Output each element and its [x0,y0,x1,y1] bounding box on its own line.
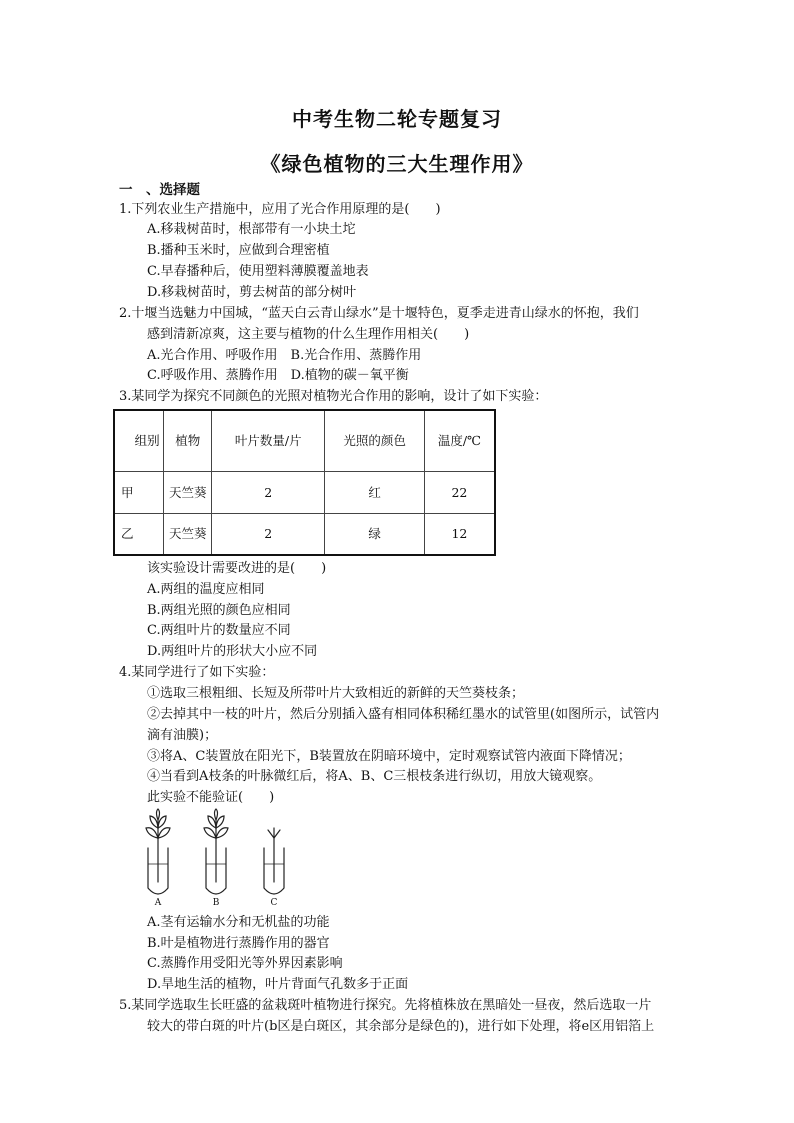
question-3-option-a: A.两组的温度应相同 [147,582,265,597]
question-4-step: 滴有油膜)； [147,728,218,743]
table-cell: 红 [325,471,424,513]
document-subtitle: 《绿色植物的三大生理作用》 [260,152,534,176]
question-4-option-c: C.蒸腾作用受阳光等外界因素影响 [147,956,343,971]
question-2-stem-line2: 感到清新凉爽，这主要与植物的什么生理作用相关( ) [147,327,470,342]
test-tube-a-icon [146,809,170,894]
question-1-option-c: C.早春播种后，使用塑料薄膜覆盖地表 [147,264,369,279]
question-4-step: ④当看到A枝条的叶脉微红后，将A、B、C三根枝条进行纵切，用放大镜观察。 [147,769,602,784]
table-header-cell: 植物 [164,410,212,471]
question-4-option-a: A.茎有运输水分和无机盐的功能 [147,915,330,930]
section-heading: 一 、选择题 [119,182,200,198]
question-3-stem: 3.某同学为探究不同颜色的光照对植物光合作用的影响，设计了如下实验： [119,389,548,404]
table-header-cell: 叶片数量/片 [212,410,325,471]
question-1-option-a: A.移栽树苗时，根部带有一小块土坨 [147,222,356,237]
question-1-stem: 1.下列农业生产措施中，应用了光合作用原理的是( ) [119,202,441,217]
question-2-options-row1: A.光合作用、呼吸作用 B.光合作用、蒸腾作用 [147,348,422,363]
question-4-option-d: D.旱地生活的植物，叶片背面气孔数多于正面 [147,977,409,992]
table-cell: 2 [212,471,325,513]
question-3-option-d: D.两组叶片的形状大小应不同 [147,644,318,659]
question-2-options-row2: C.呼吸作用、蒸腾作用 D.植物的碳－氧平衡 [147,368,409,383]
question-4-option-b: B.叶是植物进行蒸腾作用的器官 [147,936,330,951]
question-4-step: ①选取三根粗细、长短及所带叶片大致相近的新鲜的天竺葵枝条； [147,686,525,701]
table-row [114,513,495,555]
question-4-follow: 此实验不能验证( ) [147,790,275,805]
question-1-option-d: D.移栽树苗时，剪去树苗的部分树叶 [147,285,357,300]
table-cell: 2 [212,513,325,555]
question-3-option-c: C.两组叶片的数量应不同 [147,623,291,638]
question-5-stem-line2: 较大的带白斑的叶片(b区是白斑区，其余部分是绿色的)，进行如下处理，将e区用铝箔上 [147,1019,655,1034]
table-cell: 绿 [325,513,424,555]
question-4-step: ③将A、C装置放在阳光下，B装置放在阴暗环境中，定时观察试管内液面下降情况； [147,749,631,764]
table-cell: 天竺葵 [164,513,212,555]
tube-label-b: B [212,898,220,906]
table-cell: 乙 [114,513,164,555]
question-3-follow: 该实验设计需要改进的是( ) [147,561,327,576]
table-cell: 22 [424,471,495,513]
question-1-option-b: B.播种玉米时，应做到合理密植 [147,243,330,258]
question-4-step: ②去掉其中一枝的叶片，然后分别插入盛有相同体积稀红墨水的试管里(如图所示，试管内 [147,707,660,722]
table-cell: 天竺葵 [164,471,212,513]
question-5-stem-line1: 5.某同学选取生长旺盛的盆栽斑叶植物进行探究。先将植株放在黑暗处一昼夜，然后选取一片 [119,998,652,1013]
tube-label-c: C [270,898,278,906]
test-tubes-figure [140,808,300,906]
tube-label-a: A [154,898,162,906]
table-cell: 甲 [114,471,164,513]
table-header-cell: 温度/℃ [424,410,495,471]
document-title: 中考生物二轮专题复习 [292,107,502,131]
test-tube-c-icon [264,828,284,894]
experiment-table [113,409,496,556]
table-cell: 12 [424,513,495,555]
question-2-stem-line1: 2.十堰当选魅力中国城，“蓝天白云青山绿水”是十堰特色，夏季走进青山绿水的怀抱，我们 [119,306,639,321]
table-header-cell: 光照的颜色 [325,410,424,471]
table-row [114,471,495,513]
question-4-stem: 4.某同学进行了如下实验： [119,665,275,680]
table-header-cell: 组别 [114,410,164,471]
question-3-option-b: B.两组光照的颜色应相同 [147,603,291,618]
test-tube-b-icon [204,809,228,894]
table-header-row [114,410,495,471]
